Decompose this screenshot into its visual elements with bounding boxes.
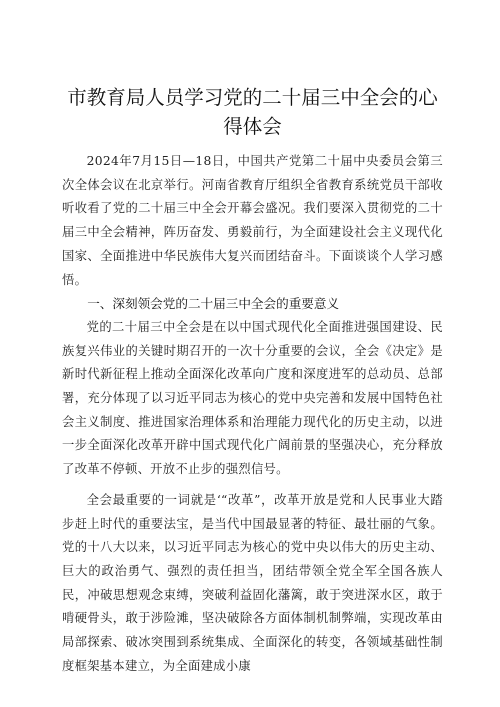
intro-paragraph: 2024年7月15日—18日，中国共产党第二十届中央委员会第三次全体会议在北京举行。河南省教育厅组织全省教育系统党员干部收听收看了党的二十届三中全会开幕会盛况。我们要深入贯彻党的二十届三中全会精神，阵历奋发、勇毅前行，为全面建设社会主义现代化国家、全面推进中华民族伟大复兴而团结奋斗。下面谈谈个人学习感悟。: [62, 154, 443, 287]
body-paragraph: 党的二十届三中全会是在以中国式现代化全面推进强国建设、民族复兴伟业的关键时期召开的一次十分重要的会议，全会《决定》是新时代新征程上推动全面深化改革向广度和深度进军的总动员、总部署，充分体现了以习近平同志为核心的党中央完善和发展中国特色社会主义制度、推进国家治理体系和治理能力现代化的历史主动，以进一步全面深化改革开辟中国式现代化广阔前景的坚强决心，充分释放了改革不停顿、开放不止步的强烈信号。: [62, 319, 443, 477]
section-heading: 一、深刻领会党的二十届三中全会的重要意义: [87, 296, 340, 312]
body-paragraph: 全会最重要的一词就是‘“改革”，改革开放是党和人民事业大踏步赶上时代的重要法宝，是当代中国最显著的特征、最壮丽的气象。党的十八大以来，以习近平同志为核心的党中央以伟大的历史主动、巨大的政治勇气、强烈的责任担当，团结带领全党全军全国各族人民，冲破思想观念束缚，突破利益固化藩篱，敢于突进深水区，敢于啃硬骨头，敢于涉险滩，坚决破除各方面体制机制弊端，实现改革由局部探索、破冰突围到系统集成、全面深化的转变，各领域基础性制度框架基本建立，为全面建成小康: [62, 492, 443, 673]
document-title: 市教育局人员学习党的二十届三中全会的心得体会: [67, 86, 438, 138]
paragraph-gap: [62, 482, 443, 489]
